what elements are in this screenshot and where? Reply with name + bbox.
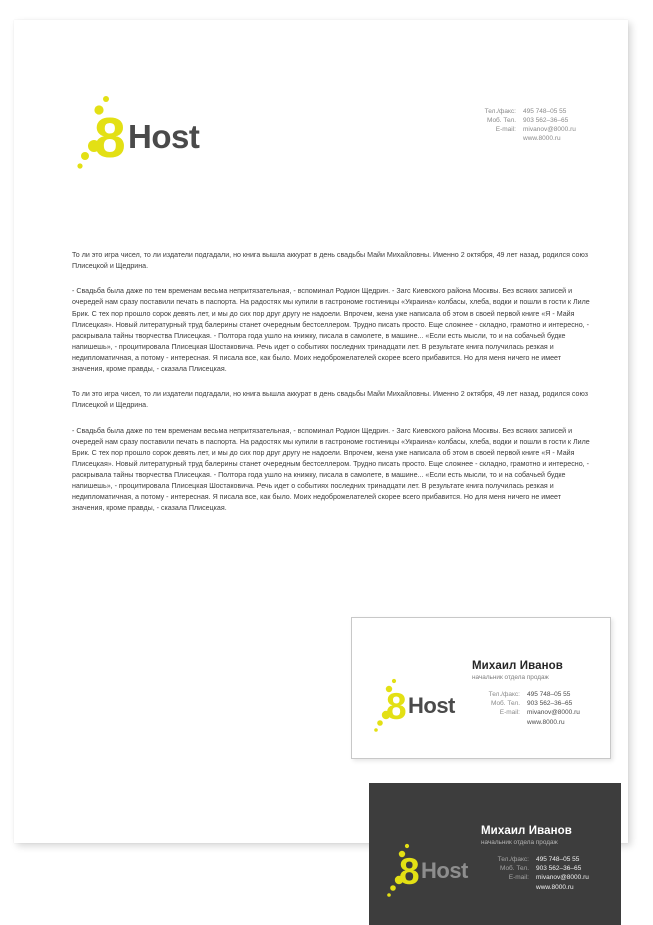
body-paragraph: То ли это игра чисел, то ли издатели подгадали, но книга вышла аккурат в день свадьбы Майи Михайловны. Именно 2 октября, 49 лет назад, родился союз Плисецкой и Щедрина. <box>72 390 589 410</box>
person-role: начальник отдела продаж <box>481 839 558 846</box>
logo-numeral: 8 <box>94 106 126 170</box>
contact-value-website: www.8000.ru <box>523 134 561 142</box>
contact-label: Тел./факс: <box>484 108 516 115</box>
contact-row <box>464 108 594 117</box>
business-card-dark <box>369 783 621 925</box>
logo-numeral: 8 <box>386 686 407 727</box>
card-person-block <box>472 660 580 727</box>
contact-label <box>481 883 536 892</box>
contact-value-website: www.8000.ru <box>527 718 565 726</box>
contact-row <box>472 708 580 717</box>
logo-numeral: 8 <box>399 851 420 892</box>
person-role: начальник отдела продаж <box>472 674 549 681</box>
card-contact-block <box>481 855 589 892</box>
body-paragraph: - Свадьба была даже по тем временам весьма непритязательная, - вспоминал Родион Щедрин. - Загс Киевского района Москвы. Без всяких записей и очередей нам сразу поставили печать в паспорта. На радостях мы купили в гастрономе гостиницы «Украина» колбасы, хлеба, водки и пошли в гости к Лиле Брик. С тех пор прошло сорок девять лет, и мы до сих пор друг другу не надоели. Впрочем, жена уже написала об этом в своей первой книге «Я - Майя Плисецкая». Новый литературный труд балерины станет очередным бестселлером. Трудно писать просто. Еще сложнее - складно, грамотно и интересно, - раскрывала тайны творчества Плисецкая. - Полтора года ушло на книжку, писала в самолете, в машине... «Если есть мысли, то и на собачьей будке напишешь», - процитировала Плисецкая Шостаковича. Речь идет о событиях последних тринадцати лет. В результате книга получилась резкая и недипломатичная, а потому - интересная. Я писала все, как было. Моих недоброжелателей скорее всего прибавится. Но для меня ничего не имеет значения, кроме правды, - сказала Плисецкая. <box>72 287 590 374</box>
contact-value: 903 562–36–65 <box>523 116 569 124</box>
body-paragraph: То ли это игра чисел, то ли издатели подгадали, но книга вышла аккурат в день свадьбы Майи Михайловны. Именно 2 октября, 49 лет назад, родился союз Плисецкой и Щедрина. <box>72 251 589 271</box>
contact-label: Тел./факс: <box>488 691 520 698</box>
contact-value: 495 748–05 55 <box>527 691 571 698</box>
person-name: Михаил Иванов <box>472 660 563 672</box>
contact-label: Моб. Тел. <box>486 116 516 124</box>
contact-row <box>472 690 580 699</box>
contact-value: 495 748–05 55 <box>536 856 580 863</box>
contact-label: E-mail: <box>499 709 520 717</box>
card-contact-block <box>472 690 580 727</box>
letterhead-contact-block <box>464 108 594 144</box>
logo-wordmark: Host <box>128 118 200 155</box>
contact-row <box>464 126 594 135</box>
contact-value: 495 748–05 55 <box>523 108 567 115</box>
contact-row <box>481 864 589 873</box>
contact-label: Моб. Тел. <box>490 700 520 708</box>
contact-row <box>481 883 589 892</box>
contact-row <box>464 117 594 126</box>
contact-row <box>464 135 594 144</box>
contact-label: Моб. Тел. <box>499 865 529 873</box>
contact-value-email: mivanov@8000.ru <box>536 874 589 882</box>
contact-row <box>481 873 589 882</box>
logo-wordmark: Host <box>408 693 455 718</box>
letterhead-page <box>14 20 628 892</box>
contact-value: 903 562–36–65 <box>527 700 573 708</box>
document-body <box>72 250 593 529</box>
contact-row <box>481 855 589 864</box>
contact-label: Тел./факс: <box>497 856 529 863</box>
person-name: Михаил Иванов <box>481 825 572 837</box>
logo-wordmark: Host <box>421 858 468 883</box>
body-paragraph: - Свадьба была даже по тем временам весьма непритязательная, - вспоминал Родион Щедрин. - Загс Киевского района Москвы. Без всяких записей и очередей нам сразу поставили печать в паспорта. На радостях мы купили в гастрономе гостиницы «Украина» колбасы, хлеба, водки и пошли в гости к Лиле Брик. С тех пор прошло сорок девять лет, и мы до сих пор друг другу не надоели. Впрочем, жена уже написала об этом в своей первой книге «Я - Майя Плисецкая». Новый литературный труд балерины станет очередным бестселлером. Трудно писать просто. Еще сложнее - складно, грамотно и интересно, - раскрывала тайны творчества Плисецкая. - Полтора года ушло на книжку, писала в самолете, в машине... «Если есть мысли, то и на собачьей будке напишешь», - процитировала Плисецкая Шостаковича. Речь идет о событиях последних тринадцати лет. В результате книга получилась резкая и недипломатичная, а потому - интересная. Я писала все, как было. Моих недоброжелателей скорее всего прибавится. Но для меня ничего не имеет значения, кроме правды, - сказала Плисецкая. <box>72 426 590 513</box>
brand-logo-header <box>76 92 256 174</box>
contact-label: E-mail: <box>508 874 529 882</box>
contact-row <box>472 718 580 727</box>
contact-value-email: mivanov@8000.ru <box>527 709 580 717</box>
contact-label: E-mail: <box>495 125 516 133</box>
contact-label <box>464 135 523 144</box>
card-person-block <box>481 825 589 892</box>
contact-label <box>472 718 527 727</box>
contact-value-email: mivanov@8000.ru <box>523 125 576 133</box>
contact-value-website: www.8000.ru <box>536 883 574 891</box>
contact-row <box>472 699 580 708</box>
contact-value: 903 562–36–65 <box>536 865 582 873</box>
business-card-light <box>351 617 611 759</box>
